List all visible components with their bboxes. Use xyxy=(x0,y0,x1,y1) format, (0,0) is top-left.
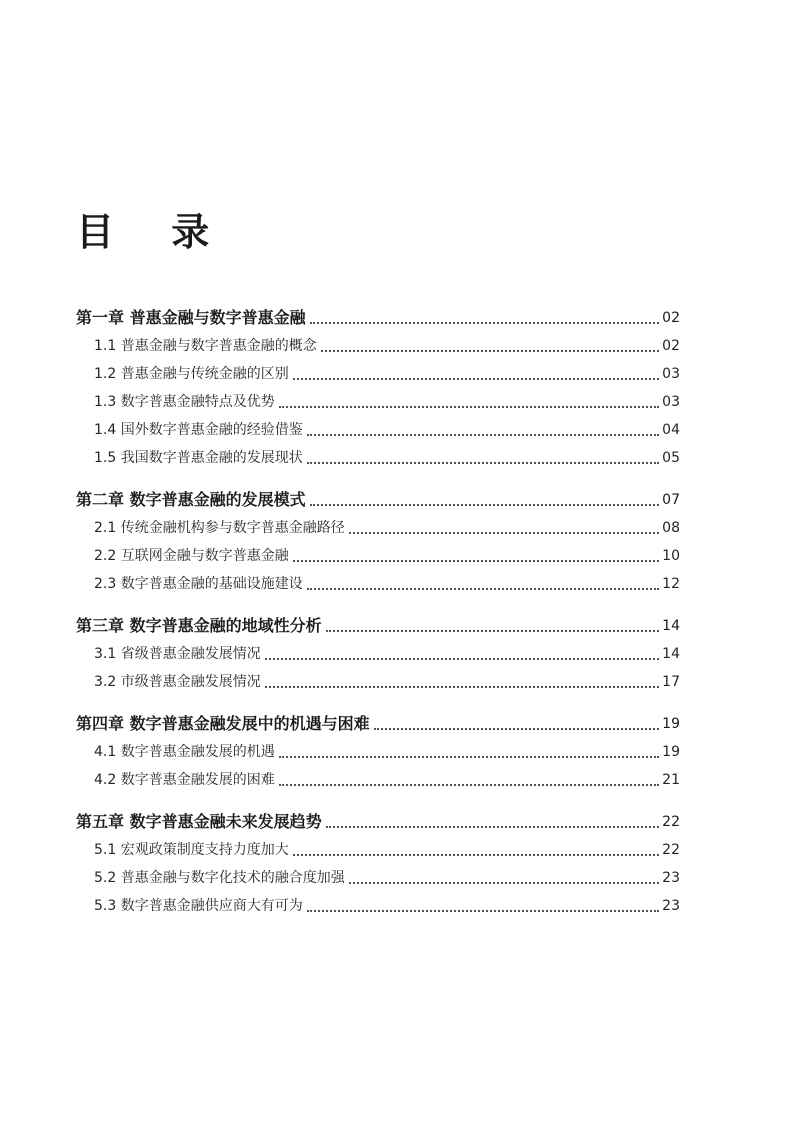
dot-leader xyxy=(310,322,660,324)
toc-section[interactable] xyxy=(76,832,680,860)
toc-section[interactable] xyxy=(76,860,680,888)
toc-section-label: 2.2 互联网金融与数字普惠金融 xyxy=(94,548,289,564)
dot-leader xyxy=(265,658,659,660)
toc-chapter[interactable] xyxy=(76,704,680,734)
dot-leader xyxy=(307,910,659,912)
toc-section[interactable] xyxy=(76,440,680,468)
dot-leader xyxy=(279,406,659,408)
toc-section-label: 5.1 宏观政策制度支持力度加大 xyxy=(94,842,289,858)
page-number: 17 xyxy=(662,674,680,690)
page-number: 21 xyxy=(662,772,680,788)
toc-section-label: 4.1 数字普惠金融发展的机遇 xyxy=(94,744,275,760)
page-number: 14 xyxy=(662,618,680,634)
toc-section-label: 3.2 市级普惠金融发展情况 xyxy=(94,674,261,690)
page-title: 目 录 xyxy=(76,210,232,254)
toc-section-label: 1.3 数字普惠金融特点及优势 xyxy=(94,394,275,410)
toc-chapter[interactable] xyxy=(76,480,680,510)
toc-section-label: 5.3 数字普惠金融供应商大有可为 xyxy=(94,898,303,914)
toc-section[interactable] xyxy=(76,356,680,384)
toc-chapter-label: 第四章 数字普惠金融发展中的机遇与困难 xyxy=(76,714,370,733)
toc-section[interactable] xyxy=(76,384,680,412)
dot-leader xyxy=(293,854,659,856)
toc-section-label: 2.3 数字普惠金融的基础设施建设 xyxy=(94,576,303,592)
page-number: 02 xyxy=(662,310,680,326)
toc-chapter-label: 第一章 普惠金融与数字普惠金融 xyxy=(76,308,306,327)
toc-section-label: 3.1 省级普惠金融发展情况 xyxy=(94,646,261,662)
dot-leader xyxy=(293,378,659,380)
page-number: 22 xyxy=(662,842,680,858)
toc-chapter-label: 第三章 数字普惠金融的地域性分析 xyxy=(76,616,322,635)
toc-section[interactable] xyxy=(76,566,680,594)
page-number: 10 xyxy=(662,548,680,564)
toc-section[interactable] xyxy=(76,328,680,356)
page-number: 03 xyxy=(662,394,680,410)
page-number: 08 xyxy=(662,520,680,536)
page-number: 05 xyxy=(662,450,680,466)
dot-leader xyxy=(293,560,659,562)
toc-section[interactable] xyxy=(76,664,680,692)
dot-leader xyxy=(349,882,659,884)
page-number: 14 xyxy=(662,646,680,662)
dot-leader xyxy=(307,588,659,590)
toc-chapter[interactable] xyxy=(76,802,680,832)
dot-leader xyxy=(374,728,660,730)
toc-chapter[interactable] xyxy=(76,298,680,328)
toc-chapter[interactable] xyxy=(76,606,680,636)
dot-leader xyxy=(279,756,659,758)
page-number: 04 xyxy=(662,422,680,438)
toc-section-label: 1.4 国外数字普惠金融的经验借鉴 xyxy=(94,422,303,438)
dot-leader xyxy=(326,630,660,632)
page-number: 12 xyxy=(662,576,680,592)
toc-section[interactable] xyxy=(76,538,680,566)
dot-leader xyxy=(307,434,659,436)
page-number: 23 xyxy=(662,898,680,914)
page-number: 02 xyxy=(662,338,680,354)
dot-leader xyxy=(265,686,659,688)
dot-leader xyxy=(349,532,659,534)
toc-section[interactable] xyxy=(76,510,680,538)
dot-leader xyxy=(326,826,660,828)
page-number: 23 xyxy=(662,870,680,886)
toc-section-label: 4.2 数字普惠金融发展的困难 xyxy=(94,772,275,788)
page-number: 22 xyxy=(662,814,680,830)
toc-section[interactable] xyxy=(76,734,680,762)
toc-section-label: 2.1 传统金融机构参与数字普惠金融路径 xyxy=(94,520,345,536)
toc-chapter-label: 第二章 数字普惠金融的发展模式 xyxy=(76,490,306,509)
page-number: 19 xyxy=(662,744,680,760)
dot-leader xyxy=(307,462,659,464)
dot-leader xyxy=(279,784,659,786)
toc-section-label: 1.1 普惠金融与数字普惠金融的概念 xyxy=(94,338,317,354)
toc-section[interactable] xyxy=(76,636,680,664)
toc-chapter-label: 第五章 数字普惠金融未来发展趋势 xyxy=(76,812,322,831)
toc-section-label: 1.5 我国数字普惠金融的发展现状 xyxy=(94,450,303,466)
toc-section[interactable] xyxy=(76,762,680,790)
dot-leader xyxy=(321,350,659,352)
toc-section[interactable] xyxy=(76,412,680,440)
dot-leader xyxy=(310,504,660,506)
page-number: 03 xyxy=(662,366,680,382)
toc-section[interactable] xyxy=(76,888,680,916)
page-number: 19 xyxy=(662,716,680,732)
page-number: 07 xyxy=(662,492,680,508)
table-of-contents xyxy=(76,298,680,916)
toc-section-label: 5.2 普惠金融与数字化技术的融合度加强 xyxy=(94,870,345,886)
toc-section-label: 1.2 普惠金融与传统金融的区别 xyxy=(94,366,289,382)
